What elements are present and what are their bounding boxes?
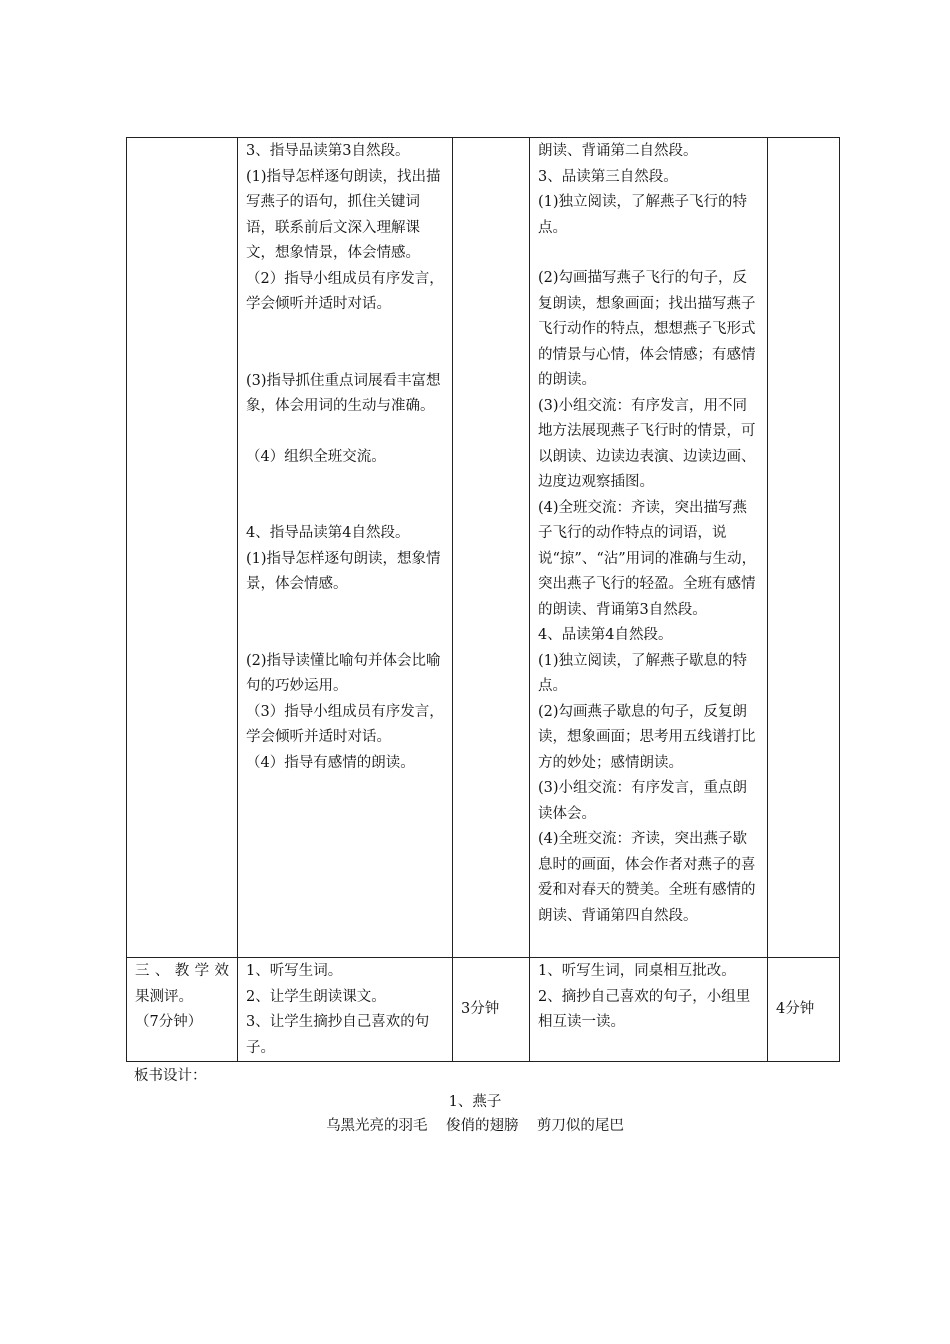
student-line-recite: 朗读、背诵第二自然段。 [538, 143, 698, 159]
teacher-eval-time: 3分钟 [461, 1001, 500, 1018]
student-step3-item1: (1)独立阅读，了解燕子飞行的特点。 [538, 194, 748, 236]
teacher-step3-item2: （2）指导小组成员有序发言，学会倾听并适时对话。 [246, 270, 444, 312]
stage-label-line1: 三、教学效 [135, 963, 229, 979]
student-step4-item3: (3)小组交流：有序发言，重点朗读体会。 [538, 780, 748, 822]
student-step4-item4: (4)全班交流：齐读，突出燕子歇息时的画面，体会作者对燕子的喜爱和对春天的赞美。全班有感情的朗读、背诵第四自然段。 [538, 831, 756, 924]
stage-cell [127, 138, 238, 958]
lesson-plan-table [126, 137, 840, 1062]
student-eval-item1: 1、听写生词，同桌相互批改。 [538, 963, 736, 979]
stage-cell-evaluation [127, 958, 238, 1062]
teacher-step3-title: 3、指导品读第3自然段。 [246, 143, 410, 159]
student-eval-time: 4分钟 [776, 1001, 815, 1018]
board-design-items: 乌黑光亮的羽毛 俊俏的翅膀 剪刀似的尾巴 [326, 1118, 624, 1134]
student-evaluation-cell [530, 958, 768, 1062]
student-step3-item2: (2)勾画描写燕子飞行的句子，反复朗读，想象画面；找出描写燕子飞行动作的特点，想想燕子飞形式的情景与心情，体会情感；有感情的朗读。 [538, 270, 756, 388]
teacher-eval-item2: 2、让学生朗读课文。 [246, 988, 386, 1005]
board-design-title: 1、燕子 [448, 1094, 502, 1110]
student-step3-item3: (3)小组交流：有序发言，用不同地方法展现燕子飞行时的情景，可以朗读、边读边表演、边读边画、边度边观察插图。 [538, 397, 756, 490]
teacher-step4-title: 4、指导品读第4自然段。 [246, 525, 410, 541]
board-design-label: 板书设计： [134, 1068, 207, 1084]
student-eval-item2: 2、摘抄自己喜欢的句子，小组里相互读一读。 [538, 988, 751, 1030]
stage-label-line3: （7分钟） [135, 1014, 203, 1030]
teacher-activity-cell [238, 138, 453, 958]
student-step4-item1: (1)独立阅读，了解燕子歇息的特点。 [538, 652, 748, 694]
teacher-step4-item3: （3）指导小组成员有序发言，学会倾听并适时对话。 [246, 703, 444, 745]
teacher-step3-item1: (1)指导怎样逐句朗读，找出描写燕子的语句，抓住关键词语，联系前后文深入理解课文，想象情景，体会情感。 [246, 168, 441, 261]
teacher-eval-time-cell [453, 958, 530, 1062]
stage-label-line2: 果测评。 [135, 988, 193, 1005]
teacher-step4-item1: (1)指导怎样逐句朗读，想象情景，体会情感。 [246, 550, 441, 592]
student-step4-item2: (2)勾画燕子歇息的句子，反复朗读，想象画面；思考用五线谱打比方的妙处；感情朗读。 [538, 703, 756, 771]
teacher-evaluation-cell [238, 958, 453, 1062]
teacher-time-cell [453, 138, 530, 958]
teacher-eval-item3: 3、让学生摘抄自己喜欢的句子。 [246, 1014, 430, 1056]
teacher-step4-item2: (2)指导读懂比喻句并体会比喻句的巧妙运用。 [246, 652, 441, 694]
table-row [127, 138, 840, 958]
student-step4-title: 4、品读第4自然段。 [538, 627, 673, 643]
teacher-eval-item1: 1、听写生词。 [246, 963, 343, 979]
student-step3-item4: (4)全班交流：齐读，突出描写燕子飞行的动作特点的词语，说说“掠”、“沾”用词的准确与生动，突出燕子飞行的轻盈。全班有感情的朗读、背诵第3自然段。 [538, 499, 757, 618]
student-time-cell [768, 138, 840, 958]
student-eval-time-cell [768, 958, 840, 1062]
student-step3-title: 3、品读第三自然段。 [538, 168, 678, 185]
teacher-step3-item4: （4）组织全班交流。 [246, 448, 386, 465]
student-activity-cell [530, 138, 768, 958]
teacher-step3-item3: (3)指导抓住重点词展看丰富想象，体会用词的生动与准确。 [246, 372, 441, 414]
teacher-step4-item4: （4）指导有感情的朗读。 [246, 754, 415, 771]
table-row [127, 958, 840, 1062]
